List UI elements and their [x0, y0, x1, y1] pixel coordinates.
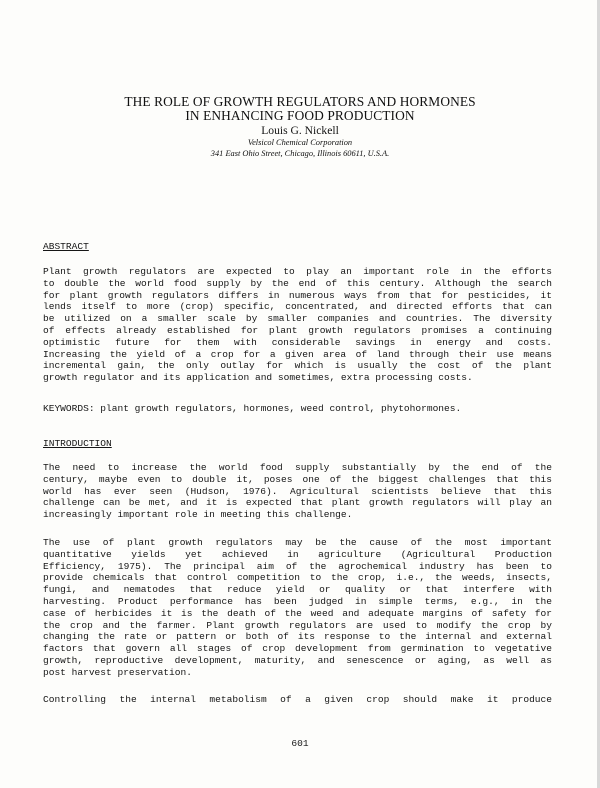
abstract-paragraph — [43, 266, 552, 384]
paragraph-line: factors that govern all stages of crop development from germination to vegetative — [43, 643, 552, 655]
paragraph-line: Efficiency, 1975). The principal aim of the agrochemical industry has been to — [43, 560, 552, 572]
abstract-line: optimistic future for them with considerable savings in energy and costs. — [43, 336, 552, 348]
paragraph-line: increasingly important role in meeting this challenge. — [43, 509, 353, 521]
abstract-line: of effects already established for plant growth regulators promises a continuing — [43, 324, 552, 336]
author-affiliation: Velsicol Chemical Corporation — [247, 138, 353, 147]
introduction-paragraph-1 — [43, 462, 552, 521]
abstract-line: for plant growth regulators differs in numerous ways from that for pesticides, it — [43, 289, 552, 301]
paragraph-line: post harvest preservation. — [43, 666, 192, 678]
paragraph-line: The need to increase the world food supply substantially by the end of the — [43, 462, 552, 473]
paragraph-line: harvesting. Product performance has been judged in simple terms, e.g., in the — [43, 595, 552, 607]
paragraph-line: fungi, and nematodes that reduce yield or quality or that interfere with — [43, 584, 552, 596]
paragraph-line: quantitative yields yet achieved in agriculture (Agricultural Production — [43, 548, 552, 560]
paragraph-line: provide chemicals that control competition to the crop, i.e., the weeds, insects, — [43, 572, 552, 584]
introduction-paragraph-2 — [43, 537, 552, 679]
page-number: 601 — [291, 738, 309, 749]
keywords-line: KEYWORDS: plant growth regulators, hormones, weed control, phytohormones. — [43, 403, 462, 414]
introduction-heading: INTRODUCTION — [43, 438, 112, 449]
paragraph-line: Controlling the internal metabolism of a given crop should make it produce — [43, 694, 552, 705]
introduction-paragraph-3 — [43, 694, 552, 706]
author-name: Louis G. Nickell — [261, 124, 339, 137]
paragraph-line: changing the rate or pattern or both of its response to the internal and external — [43, 631, 552, 643]
paper-title-line-1: THE ROLE OF GROWTH REGULATORS AND HORMONES — [124, 94, 476, 109]
paragraph-line: The use of plant growth regulators may be the cause of the most important — [43, 537, 552, 548]
paragraph-line: world has ever seen (Hudson, 1976). Agricultural scientists believe that this — [43, 485, 552, 497]
abstract-line: lends itself to more (crop) specific, concentrated, and directed efforts that can — [43, 301, 552, 313]
abstract-line: be utilized on a smaller scale by smaller companies and countries. The diversity — [43, 313, 552, 325]
abstract-line: incremental gain, the only outlay for which is usually the cost of the plant — [43, 360, 552, 372]
abstract-heading: ABSTRACT — [43, 241, 89, 252]
abstract-line: Plant growth regulators are expected to play an important role in the efforts — [43, 266, 552, 277]
paragraph-line: century, maybe even to double it, poses one of the biggest challenges that this — [43, 473, 552, 485]
abstract-line: growth regulator and its application and sometimes, extra processing costs. — [43, 372, 473, 384]
author-address: 341 East Ohio Street, Chicago, Illinois 60611, U.S.A. — [210, 149, 390, 158]
paragraph-line: the crop and the farmer. Plant growth regulators are used to modify the crop by — [43, 619, 552, 631]
paragraph-line: case of herbicides it is the death of the weed and adequate margins of safety for — [43, 607, 552, 619]
abstract-line: Increasing the yield of a crop for a given area of land through their use means — [43, 348, 552, 360]
abstract-line: to double the world food supply by the end of this century. Although the search — [43, 277, 552, 289]
title-block — [0, 95, 600, 159]
paragraph-line: growth, reproductive development, maturity, and senescence or aging, as well as — [43, 654, 552, 666]
paragraph-line: challenge can be met, and it is expected that plant growth regulators will play an — [43, 497, 552, 509]
paper-title-line-2: IN ENHANCING FOOD PRODUCTION — [185, 108, 415, 123]
